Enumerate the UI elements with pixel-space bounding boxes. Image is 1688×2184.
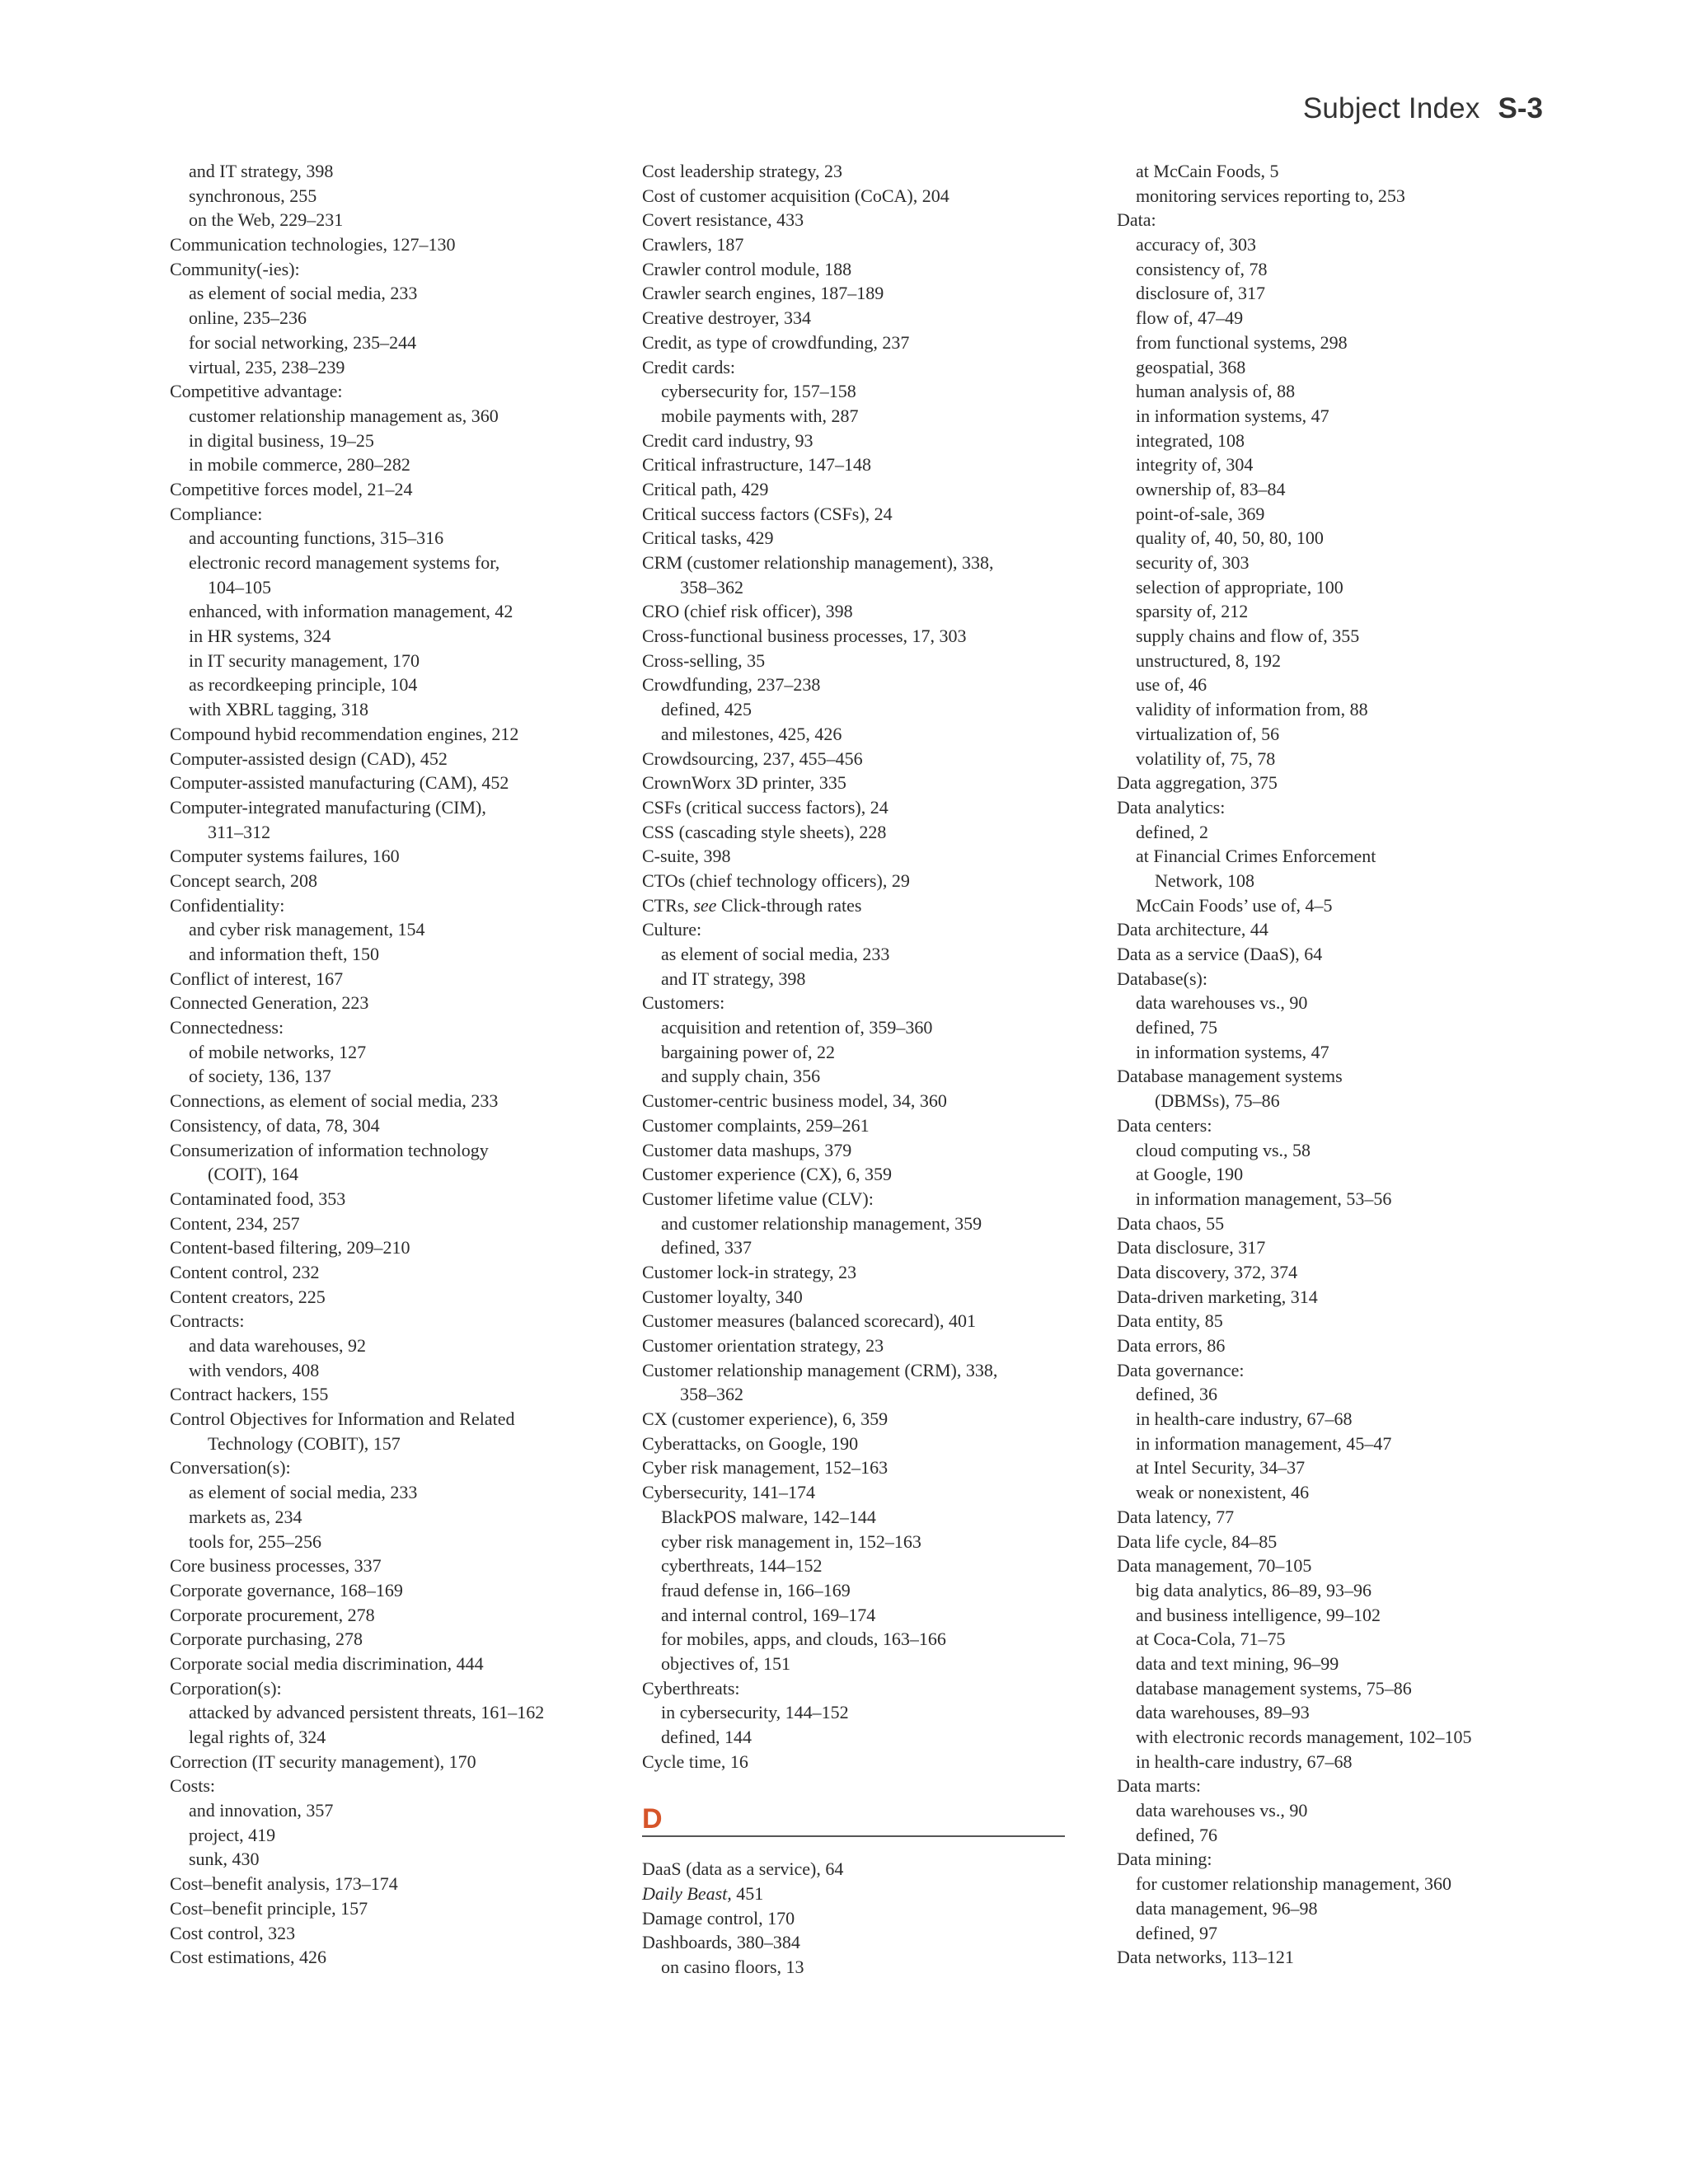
- index-subentry: and IT strategy, 398: [189, 161, 334, 181]
- index-subentry: defined, 425: [661, 699, 752, 720]
- index-entry: Customer lifetime value (CLV):: [642, 1188, 874, 1209]
- index-subentry: in cybersecurity, 144–152: [661, 1702, 849, 1723]
- index-subentry: database management systems, 75–86: [1136, 1677, 1412, 1699]
- index-entry: Data analytics:: [1117, 796, 1226, 818]
- index-entry: Content control, 232: [170, 1261, 320, 1282]
- index-subentry: volatility of, 75, 78: [1136, 748, 1276, 769]
- index-entry: Core business processes, 337: [170, 1555, 382, 1577]
- index-subentry: and cyber risk management, 154: [189, 919, 425, 940]
- index-entry: Crowdfunding, 237–238: [642, 674, 821, 696]
- index-entry: Cross-functional business processes, 17, 303: [642, 626, 967, 647]
- index-entry: Data discovery, 372, 374: [1117, 1261, 1298, 1282]
- index-subentry: and IT strategy, 398: [661, 968, 806, 989]
- index-subentry: of society, 136, 137: [189, 1066, 331, 1087]
- index-subentry: defined, 337: [661, 1237, 752, 1258]
- index-subentry: cyberthreats, 144–152: [661, 1555, 823, 1577]
- index-subentry: weak or nonexistent, 46: [1136, 1482, 1310, 1503]
- index-entry: Corporate procurement, 278: [170, 1604, 375, 1625]
- index-entry: Cybersecurity, 141–174: [642, 1482, 815, 1503]
- index-subentry: fraud defense in, 166–169: [661, 1579, 851, 1601]
- index-entry: Conflict of interest, 167: [170, 968, 344, 989]
- index-subentry: in HR systems, 324: [189, 626, 331, 647]
- index-entry: Corporate purchasing, 278: [170, 1629, 363, 1650]
- index-subentry: human analysis of, 88: [1136, 381, 1296, 402]
- index-entry: Cost of customer acquisition (CoCA), 204: [642, 185, 950, 206]
- index-entry: Data errors, 86: [1117, 1335, 1226, 1356]
- index-subentry: and information theft, 150: [189, 944, 379, 964]
- index-subentry: integrity of, 304: [1136, 454, 1254, 476]
- index-entry: Damage control, 170: [642, 1907, 795, 1929]
- index-subentry: and data warehouses, 92: [189, 1335, 367, 1356]
- index-entry: CRO (chief risk officer), 398: [642, 601, 853, 622]
- index-subentry: in information management, 45–47: [1136, 1432, 1392, 1454]
- index-entry-continuation: 104–105: [208, 576, 271, 598]
- index-subentry: sparsity of, 212: [1136, 601, 1249, 622]
- index-entry: Content creators, 225: [170, 1286, 326, 1307]
- index-entry: Customers:: [642, 992, 725, 1014]
- index-subentry: monitoring services reporting to, 253: [1136, 185, 1405, 206]
- index-subentry: enhanced, with information management, 42: [189, 601, 513, 622]
- index-entry: Data mining:: [1117, 1849, 1212, 1870]
- index-entry: Cyberattacks, on Google, 190: [642, 1432, 859, 1454]
- index-column-1: [170, 159, 615, 1970]
- index-entry: Critical infrastructure, 147–148: [642, 454, 871, 476]
- index-entry: Community(-ies):: [170, 258, 300, 279]
- index-subentry: and accounting functions, 315–316: [189, 527, 444, 549]
- index-entry: DaaS (data as a service), 64: [642, 1858, 844, 1880]
- index-subentry: for customer relationship management, 360: [1136, 1873, 1452, 1895]
- index-subentry: data and text mining, 96–99: [1136, 1652, 1339, 1674]
- index-entry: Communication technologies, 127–130: [170, 234, 456, 255]
- index-subentry: from functional systems, 298: [1136, 331, 1348, 353]
- index-subentry: tools for, 255–256: [189, 1530, 322, 1552]
- index-subentry: use of, 46: [1136, 674, 1207, 696]
- index-entry: Cost control, 323: [170, 1922, 296, 1943]
- index-entry: Customer relationship management (CRM), 338,: [642, 1359, 998, 1380]
- section-spacer: [642, 1774, 1071, 1802]
- index-entry: Cycle time, 16: [642, 1750, 748, 1772]
- index-subentry: defined, 2: [1136, 821, 1208, 842]
- index-entry: Contracts:: [170, 1310, 245, 1332]
- section-rule: [642, 1835, 1065, 1837]
- index-entry: Data:: [1117, 209, 1156, 231]
- index-entry-continuation: Network, 108: [1155, 869, 1254, 891]
- index-entry: Cyber risk management, 152–163: [642, 1457, 889, 1479]
- index-subentry: with XBRL tagging, 318: [189, 699, 368, 720]
- index-subentry: mobile payments with, 287: [661, 405, 859, 426]
- index-subentry: objectives of, 151: [661, 1652, 791, 1674]
- index-entry: Contaminated food, 353: [170, 1188, 346, 1209]
- index-subentry: in mobile commerce, 280–282: [189, 454, 410, 476]
- index-entry: Data governance:: [1117, 1359, 1245, 1380]
- index-entry: Customer lock-in strategy, 23: [642, 1261, 857, 1282]
- index-entry: Cross-selling, 35: [642, 649, 766, 671]
- index-subentry: unstructured, 8, 192: [1136, 649, 1281, 671]
- index-subentry: legal rights of, 324: [189, 1727, 326, 1747]
- index-subentry: in health-care industry, 67–68: [1136, 1408, 1353, 1430]
- index-entry: Connected Generation, 223: [170, 992, 369, 1014]
- index-subentry: and business intelligence, 99–102: [1136, 1604, 1381, 1625]
- index-subentry: flow of, 47–49: [1136, 307, 1244, 329]
- index-entry: Data life cycle, 84–85: [1117, 1530, 1278, 1552]
- index-entry: Correction (IT security management), 170: [170, 1750, 476, 1772]
- index-entry: Corporate governance, 168–169: [170, 1579, 403, 1601]
- index-subentry: McCain Foods’ use of, 4–5: [1136, 894, 1333, 916]
- index-entry: Customer-centric business model, 34, 360: [642, 1090, 947, 1112]
- index-subentry: validity of information from, 88: [1136, 699, 1368, 720]
- index-entry: CSFs (critical success factors), 24: [642, 796, 889, 818]
- index-subentry: ownership of, 83–84: [1136, 478, 1286, 499]
- index-subentry: as recordkeeping principle, 104: [189, 674, 418, 696]
- index-entry: Crawlers, 187: [642, 234, 744, 255]
- index-entry: Control Objectives for Information and Related: [170, 1408, 515, 1430]
- index-entry: Crawler control module, 188: [642, 258, 852, 279]
- index-entry: Data disclosure, 317: [1117, 1237, 1266, 1258]
- index-entry: Database(s):: [1117, 968, 1207, 989]
- index-subentry: attacked by advanced persistent threats, 161–162: [189, 1702, 545, 1723]
- index-subentry: quality of, 40, 50, 80, 100: [1136, 527, 1324, 549]
- index-entry: Content, 234, 257: [170, 1212, 300, 1234]
- index-subentry: in IT security management, 170: [189, 649, 420, 671]
- index-subentry: geospatial, 368: [1136, 356, 1246, 377]
- index-subentry: for mobiles, apps, and clouds, 163–166: [661, 1629, 946, 1650]
- index-subentry: sunk, 430: [189, 1849, 260, 1870]
- index-entry: Data networks, 113–121: [1117, 1947, 1294, 1968]
- index-entry: Data management, 70–105: [1117, 1555, 1312, 1577]
- index-subentry: in information systems, 47: [1136, 1041, 1329, 1062]
- index-subentry: electronic record management systems for,: [189, 552, 500, 573]
- index-entry: Computer-assisted design (CAD), 452: [170, 748, 448, 769]
- index-entry: Daily Beast, 451: [642, 1883, 764, 1905]
- index-subentry: online, 235–236: [189, 307, 307, 329]
- index-entry: CTRs, see Click-through rates: [642, 894, 862, 916]
- index-subentry: as element of social media, 233: [661, 944, 890, 964]
- index-entry: Crowdsourcing, 237, 455–456: [642, 748, 863, 769]
- index-subentry: at Google, 190: [1136, 1164, 1244, 1185]
- index-entry: Data entity, 85: [1117, 1310, 1223, 1332]
- index-entry: Cyberthreats:: [642, 1677, 740, 1699]
- index-entry: Customer experience (CX), 6, 359: [642, 1164, 893, 1185]
- index-subentry: cyber risk management in, 152–163: [661, 1530, 921, 1552]
- index-subentry: bargaining power of, 22: [661, 1041, 835, 1062]
- index-subentry: and customer relationship management, 359: [661, 1212, 982, 1234]
- index-subentry: supply chains and flow of, 355: [1136, 626, 1360, 647]
- index-entry-continuation: Technology (COBIT), 157: [208, 1432, 401, 1454]
- index-subentry: defined, 75: [1136, 1017, 1217, 1038]
- index-subentry: defined, 76: [1136, 1824, 1217, 1845]
- index-entry: Customer measures (balanced scorecard), 401: [642, 1310, 977, 1332]
- index-subentry: acquisition and retention of, 359–360: [661, 1017, 933, 1038]
- index-entry: Data chaos, 55: [1117, 1212, 1225, 1234]
- index-entry: Compliance:: [170, 503, 263, 524]
- index-subentry: as element of social media, 233: [189, 283, 418, 304]
- index-entry: Cost leadership strategy, 23: [642, 161, 842, 181]
- section-letter-d: D: [642, 1803, 663, 1835]
- index-subentry: big data analytics, 86–89, 93–96: [1136, 1579, 1372, 1601]
- index-subentry: defined, 97: [1136, 1922, 1217, 1943]
- index-entry: Computer-assisted manufacturing (CAM), 452: [170, 772, 509, 794]
- index-entry: Connectedness:: [170, 1017, 284, 1038]
- index-subentry: at Coca-Cola, 71–75: [1136, 1629, 1286, 1650]
- index-entry: Consumerization of information technology: [170, 1139, 489, 1160]
- index-subentry: for social networking, 235–244: [189, 331, 417, 353]
- index-subentry: project, 419: [189, 1824, 276, 1845]
- index-entry: Customer complaints, 259–261: [642, 1114, 870, 1136]
- index-subentry: and milestones, 425, 426: [661, 723, 842, 744]
- index-subentry: defined, 36: [1136, 1384, 1217, 1405]
- index-subentry: at Financial Crimes Enforcement: [1136, 846, 1376, 867]
- index-subentry: disclosure of, 317: [1136, 283, 1266, 304]
- index-subentry: cloud computing vs., 58: [1136, 1139, 1311, 1160]
- index-entry: Contract hackers, 155: [170, 1384, 329, 1405]
- index-subentry: in health-care industry, 67–68: [1136, 1750, 1353, 1772]
- index-subentry: with electronic records management, 102–105: [1136, 1727, 1472, 1747]
- index-entry: Credit cards:: [642, 356, 736, 377]
- index-entry: Compound hybid recommendation engines, 212: [170, 723, 519, 744]
- index-entry: Cost–benefit analysis, 173–174: [170, 1873, 398, 1895]
- index-entry: Data centers:: [1117, 1114, 1212, 1136]
- index-entry: Data architecture, 44: [1117, 919, 1268, 940]
- index-subentry: and supply chain, 356: [661, 1066, 821, 1087]
- index-subentry: defined, 144: [661, 1727, 752, 1747]
- index-entry: Connections, as element of social media, 233: [170, 1090, 499, 1112]
- index-entry: Customer loyalty, 340: [642, 1286, 803, 1307]
- index-entry: Corporate social media discrimination, 444: [170, 1652, 484, 1674]
- index-subentry: customer relationship management as, 360: [189, 405, 499, 426]
- index-subentry: of mobile networks, 127: [189, 1041, 367, 1062]
- index-entry-continuation: (COIT), 164: [208, 1164, 298, 1185]
- index-subentry: virtualization of, 56: [1136, 723, 1280, 744]
- index-subentry: at McCain Foods, 5: [1136, 161, 1279, 181]
- index-entry: CX (customer experience), 6, 359: [642, 1408, 889, 1430]
- index-title: Subject Index: [1302, 92, 1480, 124]
- index-subentry: data warehouses, 89–93: [1136, 1702, 1310, 1723]
- index-entry: Computer-integrated manufacturing (CIM),: [170, 796, 486, 818]
- index-entry: CRM (customer relationship management), 338,: [642, 552, 994, 573]
- index-entry: Competitive advantage:: [170, 381, 343, 402]
- index-entry: Culture:: [642, 919, 702, 940]
- index-subentry: with vendors, 408: [189, 1359, 320, 1380]
- index-entry: Data marts:: [1117, 1775, 1202, 1797]
- index-entry: C-suite, 398: [642, 846, 731, 867]
- index-subentry: security of, 303: [1136, 552, 1250, 573]
- index-entry-continuation: 358–362: [680, 1384, 743, 1405]
- index-entry: Database management systems: [1117, 1066, 1343, 1087]
- index-entry: Concept search, 208: [170, 869, 317, 891]
- index-entry: Creative destroyer, 334: [642, 307, 811, 329]
- index-entry: Data aggregation, 375: [1117, 772, 1278, 794]
- index-entry: Competitive forces model, 21–24: [170, 478, 413, 499]
- index-subentry: at Intel Security, 34–37: [1136, 1457, 1306, 1479]
- index-subentry: synchronous, 255: [189, 185, 317, 206]
- index-entry: Dashboards, 380–384: [642, 1932, 800, 1953]
- index-subentry: and innovation, 357: [189, 1800, 334, 1821]
- index-subentry: BlackPOS malware, 142–144: [661, 1506, 876, 1527]
- index-entry: Critical path, 429: [642, 478, 769, 499]
- index-subentry: and internal control, 169–174: [661, 1604, 876, 1625]
- index-entry: Costs:: [170, 1775, 216, 1797]
- index-subentry: as element of social media, 233: [189, 1482, 418, 1503]
- index-entry: Data-driven marketing, 314: [1117, 1286, 1318, 1307]
- index-entry: CrownWorx 3D printer, 335: [642, 772, 846, 794]
- index-entry: Corporation(s):: [170, 1677, 282, 1699]
- index-subentry: in digital business, 19–25: [189, 429, 374, 451]
- index-subentry: point-of-sale, 369: [1136, 503, 1265, 524]
- index-subentry: data management, 96–98: [1136, 1897, 1318, 1919]
- index-entry: Critical tasks, 429: [642, 527, 774, 549]
- index-column-3: [1117, 159, 1562, 1970]
- index-entry-continuation: 311–312: [208, 821, 271, 842]
- index-entry: Cost–benefit principle, 157: [170, 1897, 368, 1919]
- index-entry: Consistency, of data, 78, 304: [170, 1114, 380, 1136]
- index-entry: Confidentiality:: [170, 894, 285, 916]
- index-entry: Crawler search engines, 187–189: [642, 283, 884, 304]
- index-entry: CTOs (chief technology officers), 29: [642, 869, 910, 891]
- index-subentry: on the Web, 229–231: [189, 209, 344, 231]
- index-column-2: [642, 159, 1071, 1980]
- index-entry: Credit card industry, 93: [642, 429, 814, 451]
- index-subentry: in information management, 53–56: [1136, 1188, 1392, 1209]
- index-subentry: data warehouses vs., 90: [1136, 1800, 1308, 1821]
- index-subentry: on casino floors, 13: [661, 1957, 804, 1978]
- index-entry: Customer data mashups, 379: [642, 1139, 852, 1160]
- index-subentry: virtual, 235, 238–239: [189, 356, 345, 377]
- running-header: [1303, 92, 1543, 125]
- index-entry: Customer orientation strategy, 23: [642, 1335, 884, 1356]
- index-entry: Covert resistance, 433: [642, 209, 804, 231]
- index-subentry: integrated, 108: [1136, 429, 1245, 451]
- index-subentry: accuracy of, 303: [1136, 234, 1256, 255]
- index-entry: Conversation(s):: [170, 1457, 291, 1479]
- index-entry-continuation: 358–362: [680, 576, 743, 598]
- page-number: S-3: [1498, 92, 1543, 124]
- index-subentry: markets as, 234: [189, 1506, 302, 1527]
- index-subentry: consistency of, 78: [1136, 258, 1268, 279]
- index-entry: Critical success factors (CSFs), 24: [642, 503, 893, 524]
- index-entry-continuation: (DBMSs), 75–86: [1155, 1090, 1280, 1112]
- index-subentry: cybersecurity for, 157–158: [661, 381, 856, 402]
- index-entry: Data latency, 77: [1117, 1506, 1235, 1527]
- index-subentry: data warehouses vs., 90: [1136, 992, 1308, 1014]
- index-subentry: in information systems, 47: [1136, 405, 1329, 426]
- index-entry: Computer systems failures, 160: [170, 846, 400, 867]
- index-subentry: selection of appropriate, 100: [1136, 576, 1343, 598]
- index-entry: Credit, as type of crowdfunding, 237: [642, 331, 910, 353]
- index-entry: Cost estimations, 426: [170, 1947, 327, 1968]
- index-entry: Content-based filtering, 209–210: [170, 1237, 410, 1258]
- index-entry: Data as a service (DaaS), 64: [1117, 944, 1323, 964]
- index-entry: CSS (cascading style sheets), 228: [642, 821, 887, 842]
